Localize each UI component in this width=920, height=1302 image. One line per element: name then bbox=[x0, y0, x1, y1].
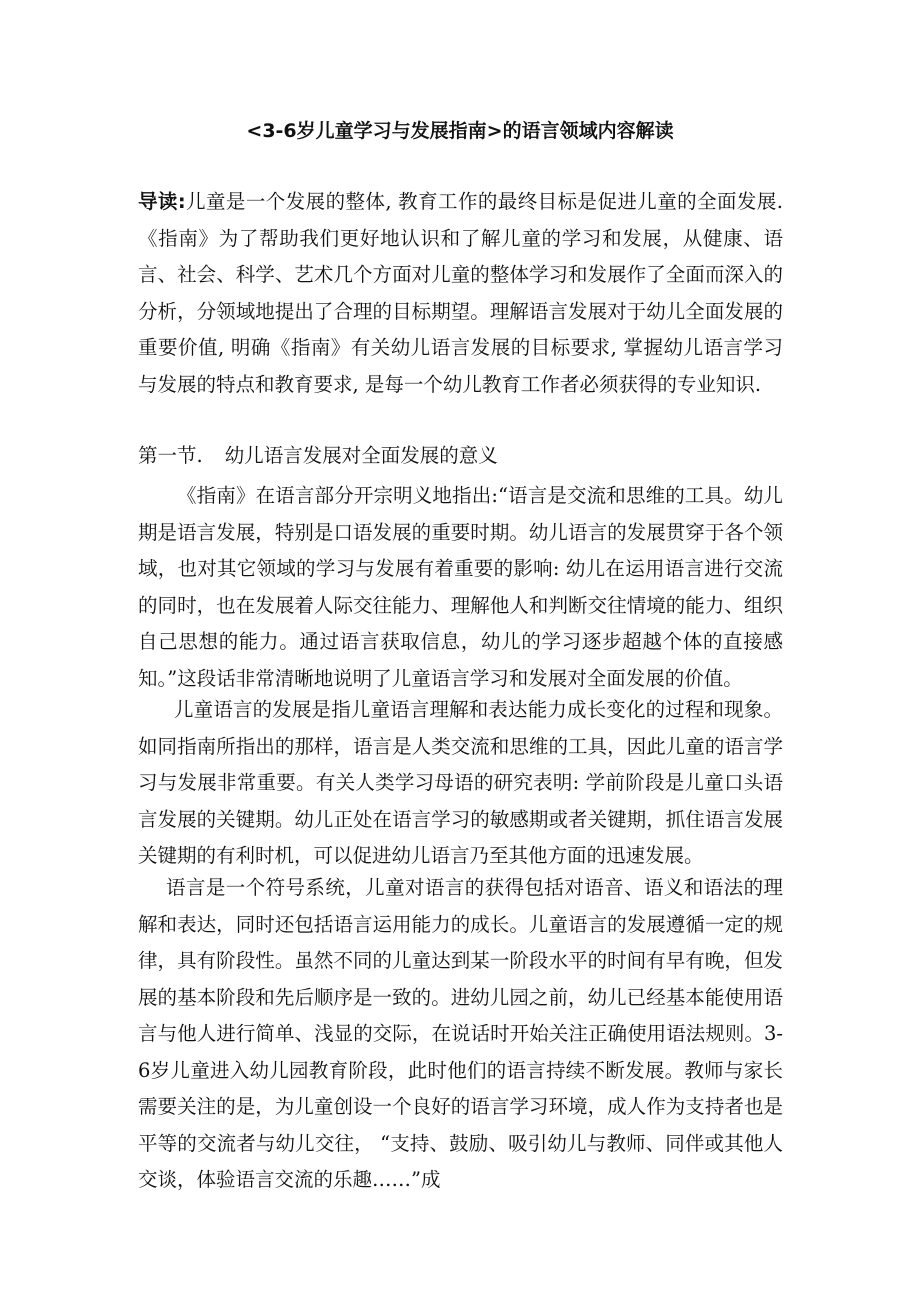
intro-lead-label: 导读: bbox=[138, 190, 186, 213]
intro-paragraph bbox=[138, 184, 783, 403]
section-title: 幼儿语言发展对全面发展的意义 bbox=[224, 444, 498, 467]
document-title: <3-6岁儿童学习与发展指南>的语言领域内容解读 bbox=[246, 120, 674, 142]
intro-text: 儿童是一个发展的整体, 教育工作的最终目标是促进儿童的全面发展. 《指南》为了帮助我们更好地认识和了解儿童的学习和发展，从健康、语言、社会、科学、艺术几个方面对儿童的整体学习和发展作了全面而深入的分析，分领域地提出了合理的目标期望。理解语言发展对于幼儿全面发展的重要价值, 明确《指南》有关幼儿语言发展的目标要求, 掌握幼儿语言学习与发展的特点和教育要求, 是每一个幼儿教育工作者必须获得的专业知识. bbox=[138, 190, 783, 396]
body-paragraph-3: 语言是一个符号系统，儿童对语言的获得包括对语音、语义和语法的理解和表达，同时还包括语言运用能力的成长。儿童语言的发展遵循一定的规律，具有阶段性。虽然不同的儿童达到某一阶段水平的时间有早有晚，但发展的基本阶段和先后顺序是一致的。进幼儿园之前，幼儿已经基本能使用语言与他人进行简单、浅显的交际，在说话时开始关注正确使用语法规则。3-6岁儿童进入幼儿园教育阶段，此时他们的语言持续不断发展。教师与家长需要关注的是，为儿童创设一个良好的语言学习环境，成人作为支持者也是平等的交流者与幼儿交往， “支持、鼓励、吸引幼儿与教师、同伴或其他人交谈，体验语言交流的乐趣……”成 bbox=[138, 876, 783, 1191]
section-heading bbox=[138, 438, 783, 475]
body-paragraph-2: 儿童语言的发展是指儿童语言理解和表达能力成长变化的过程和现象。如同指南所指出的那样，语言是人类交流和思维的工具，因此儿童的语言学习与发展非常重要。有关人类学习母语的研究表明: 学前阶段是儿童口头语言发展的关键期。幼儿正处在语言学习的敏感期或者关键期，抓住语言发展关键期的有利时机，可以促进幼儿语言乃至其他方面的迅速发展。 bbox=[138, 698, 783, 867]
section-label: 第一节. bbox=[138, 444, 203, 467]
body-paragraph-1: 《指南》在语言部分开宗明义地指出:“语言是交流和思维的工具。幼儿期是语言发展，特别是口语发展的重要时期。幼儿语言的发展贯穿于各个领域，也对其它领域的学习与发展有着重要的影响: 幼儿在运用语言进行交流的同时，也在发展着人际交往能力、理解他人和判断交往情境的能力、组织自己思想的能力。通过语言获取信息，幼儿的学习逐步超越个体的直接感知。”这段话非常清晰地说明了儿童语言学习和发展对全面发展的价值。 bbox=[138, 484, 783, 690]
